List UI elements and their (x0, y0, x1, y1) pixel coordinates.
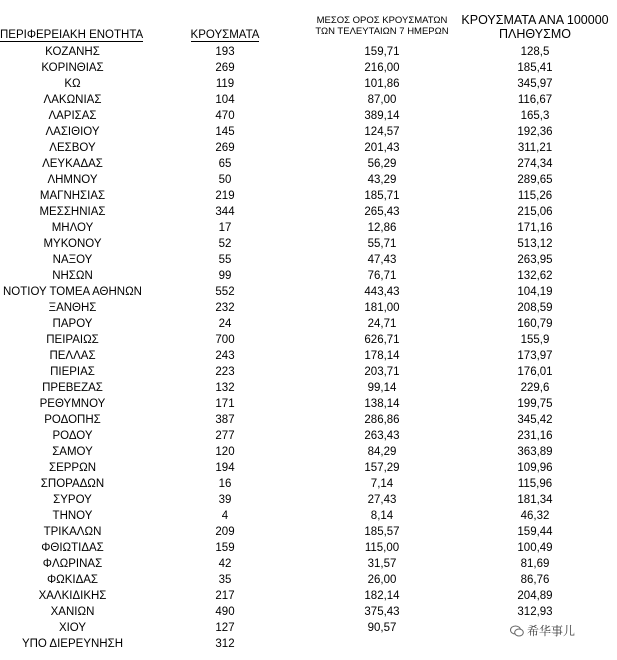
cases-cell: 552 (215, 286, 235, 298)
table-body (0, 44, 617, 652)
cases-per-100k-cell: 215,06 (517, 206, 553, 218)
cases-per-100k-cell: 181,34 (517, 494, 553, 506)
seven-day-average-cell: 55,71 (367, 238, 397, 250)
region-name-cell: ΣΥΡΟΥ (53, 494, 92, 506)
region-name-cell: ΤΡΙΚΑΛΩΝ (43, 526, 102, 538)
table-row (0, 540, 617, 556)
region-name-cell: ΚΟΡΙΝΘΙΑΣ (41, 62, 104, 74)
cases-cell: 269 (215, 62, 235, 74)
seven-day-average-cell: 124,57 (364, 126, 400, 138)
seven-day-average-cell: 27,43 (367, 494, 397, 506)
region-name-cell: ΛΑΡΙΣΑΣ (48, 110, 97, 122)
cases-cell: 50 (218, 174, 232, 186)
cases-cell: 277 (215, 430, 235, 442)
region-name-cell: ΡΟΔΟΠΗΣ (44, 414, 101, 426)
cases-per-100k-cell: 160,79 (517, 318, 553, 330)
header-avg-line1: ΜΕΣΟΣ ΟΡΟΣ ΚΡΟΥΣΜΑΤΩΝ (316, 15, 448, 26)
region-name-cell: ΦΛΩΡΙΝΑΣ (42, 558, 103, 570)
seven-day-average-cell: 43,29 (367, 174, 397, 186)
cases-cell: 700 (215, 334, 235, 346)
table-row (0, 92, 617, 108)
seven-day-average-cell: 178,14 (364, 350, 400, 362)
seven-day-average-cell: 375,43 (364, 606, 400, 618)
header-cases-label: ΚΡΟΥΣΜΑΤΑ (190, 29, 260, 41)
cases-per-100k-cell: 104,19 (517, 286, 553, 298)
region-name-cell: ΧΙΟΥ (58, 622, 87, 634)
cases-per-100k-cell: 81,69 (520, 558, 550, 570)
header-region (0, 29, 180, 42)
seven-day-average-cell: 24,71 (367, 318, 397, 330)
region-name-cell: ΜΕΣΣΗΝΙΑΣ (39, 206, 106, 218)
seven-day-average-cell: 47,43 (367, 254, 397, 266)
region-name-cell: ΦΘΙΩΤΙΔΑΣ (41, 542, 104, 554)
cases-per-100k-cell: 204,89 (517, 590, 553, 602)
region-name-cell: ΠΡΕΒΕΖΑΣ (42, 382, 103, 394)
seven-day-average-cell: 56,29 (367, 158, 397, 170)
cases-cell: 132 (215, 382, 235, 394)
table-row (0, 572, 617, 588)
seven-day-average-cell: 101,86 (364, 78, 400, 90)
table-row (0, 236, 617, 252)
cases-per-100k-cell: 159,44 (517, 526, 553, 538)
region-name-cell: ΛΗΜΝΟΥ (47, 174, 98, 186)
table-row (0, 204, 617, 220)
table-row (0, 140, 617, 156)
cases-per-100k-cell: 176,01 (517, 366, 553, 378)
table-row (0, 188, 617, 204)
cases-cell: 24 (218, 318, 232, 330)
region-name-cell: ΤΗΝΟΥ (52, 510, 93, 522)
cases-cell: 65 (218, 158, 232, 170)
region-name-cell: ΛΕΣΒΟΥ (49, 142, 96, 154)
seven-day-average-cell: 626,71 (364, 334, 400, 346)
region-name-cell: ΥΠΟ ΔΙΕΡΕΥΝΗΣΗ (21, 638, 124, 650)
table-row (0, 476, 617, 492)
cases-per-100k-cell: 263,95 (517, 254, 553, 266)
region-name-cell: ΞΑΝΘΗΣ (48, 302, 97, 314)
cases-cell: 194 (215, 462, 235, 474)
seven-day-average-cell: 201,43 (364, 142, 400, 154)
seven-day-average-cell: 263,43 (364, 430, 400, 442)
table-row (0, 252, 617, 268)
cases-per-100k-cell: 345,42 (517, 414, 553, 426)
cases-cell: 127 (215, 622, 235, 634)
region-name-cell: ΛΕΥΚΑΔΑΣ (42, 158, 103, 170)
region-name-cell: ΛΑΚΩΝΙΑΣ (43, 94, 102, 106)
cases-per-100k-cell: 363,89 (517, 446, 553, 458)
table-row (0, 348, 617, 364)
region-name-cell: ΠΕΙΡΑΙΩΣ (46, 334, 99, 346)
header-avg-line2: ΤΩΝ ΤΕΛΕΥΤΑΙΩΝ 7 ΗΜΕΡΩΝ (315, 25, 449, 37)
cases-cell: 159 (215, 542, 235, 554)
region-name-cell: ΛΑΣΙΘΙΟΥ (45, 126, 100, 138)
seven-day-average-cell: 185,57 (364, 526, 400, 538)
table-row (0, 76, 617, 92)
seven-day-average-cell: 216,00 (364, 62, 400, 74)
seven-day-average-cell: 26,00 (367, 574, 397, 586)
cases-per-100k-cell: 312,93 (517, 606, 553, 618)
cases-per-100k-cell: 311,21 (517, 142, 553, 154)
region-name-cell: ΠΕΛΛΑΣ (49, 350, 96, 362)
table-row (0, 444, 617, 460)
cases-per-100k-cell: 115,96 (517, 478, 553, 490)
table-row (0, 524, 617, 540)
seven-day-average-cell: 182,14 (364, 590, 400, 602)
seven-day-average-cell: 157,29 (364, 462, 400, 474)
cases-cell: 39 (218, 494, 232, 506)
cases-cell: 145 (215, 126, 235, 138)
table-row (0, 364, 617, 380)
header-region-label: ΠΕΡΙΦΕΡΕΙΑΚΗ ΕΝΟΤΗΤΑ (0, 29, 144, 41)
cases-per-100k-cell: 345,97 (517, 78, 553, 90)
region-name-cell: ΚΟΖΑΝΗΣ (45, 46, 100, 58)
table-row (0, 492, 617, 508)
region-name-cell: ΜΑΓΝΗΣΙΑΣ (39, 190, 106, 202)
cases-cell: 52 (218, 238, 232, 250)
cases-cell: 269 (215, 142, 235, 154)
cases-per-100k-cell: 199,75 (517, 398, 553, 410)
cases-per-100k-cell: 46,32 (520, 510, 550, 522)
region-name-cell: ΜΗΛΟΥ (51, 222, 94, 234)
cases-per-100k-cell: 208,59 (517, 302, 553, 314)
region-name-cell: ΣΕΡΡΩΝ (48, 462, 97, 474)
table-row (0, 460, 617, 476)
region-name-cell: ΝΑΞΟΥ (52, 254, 93, 266)
cases-cell: 219 (215, 190, 235, 202)
header-cases (180, 29, 270, 42)
region-name-cell: ΝΟΤΙΟΥ ΤΟΜΕΑ ΑΘΗΝΩΝ (3, 286, 142, 298)
region-name-cell: ΠΙΕΡΙΑΣ (50, 366, 95, 378)
header-seven-day-average (297, 16, 467, 38)
cases-per-100k-cell: 86,76 (520, 574, 550, 586)
cases-cell: 490 (215, 606, 235, 618)
table-row (0, 44, 617, 60)
cases-per-100k-cell: 171,16 (517, 222, 553, 234)
cases-per-100k-cell: 173,97 (517, 350, 553, 362)
region-name-cell: ΚΩ (64, 78, 81, 90)
region-name-cell: ΧΑΛΚΙΔΙΚΗΣ (38, 590, 107, 602)
cases-cell: 4 (221, 510, 229, 522)
table-row (0, 412, 617, 428)
cases-per-100k-cell: 289,65 (517, 174, 553, 186)
table-row (0, 284, 617, 300)
cases-cell: 104 (215, 94, 235, 106)
seven-day-average-cell: 99,14 (367, 382, 397, 394)
cases-cell: 99 (218, 270, 232, 282)
cases-cell: 470 (215, 110, 235, 122)
cases-cell: 193 (215, 46, 235, 58)
seven-day-average-cell: 265,43 (364, 206, 400, 218)
watermark-text: 希华事儿 (527, 624, 576, 638)
seven-day-average-cell: 12,86 (367, 222, 397, 234)
region-name-cell: ΡΟΔΟΥ (52, 430, 93, 442)
table-row (0, 220, 617, 236)
cases-per-100k-cell: 274,34 (517, 158, 553, 170)
seven-day-average-cell: 7,14 (370, 478, 394, 490)
seven-day-average-cell: 138,14 (364, 398, 400, 410)
region-name-cell: ΜΥΚΟΝΟΥ (43, 238, 102, 250)
region-name-cell: ΦΩΚΙΔΑΣ (46, 574, 99, 586)
table-row (0, 396, 617, 412)
table-row (0, 380, 617, 396)
cases-cell: 344 (215, 206, 235, 218)
wechat-icon (510, 625, 524, 637)
cases-per-100k-cell: 231,16 (517, 430, 553, 442)
seven-day-average-cell: 389,14 (364, 110, 400, 122)
table-row (0, 268, 617, 284)
cases-per-100k-cell: 109,96 (517, 462, 553, 474)
table-row (0, 604, 617, 620)
cases-cell: 232 (215, 302, 235, 314)
cases-per-100k-cell: 165,3 (520, 110, 550, 122)
header-per-line1: ΚΡΟΥΣΜΑΤΑ ΑΝΑ 100000 (461, 13, 609, 27)
cases-cell: 120 (215, 446, 235, 458)
table-row (0, 316, 617, 332)
cases-cell: 55 (218, 254, 232, 266)
cases-per-100k-cell: 229,6 (520, 382, 550, 394)
table-row (0, 556, 617, 572)
cases-cell: 119 (215, 78, 235, 90)
seven-day-average-cell: 115,00 (364, 542, 400, 554)
table-row (0, 60, 617, 76)
cases-per-100k-cell: 115,26 (517, 190, 553, 202)
cases-per-100k-cell: 513,12 (517, 238, 553, 250)
table-row (0, 300, 617, 316)
cases-cell: 209 (215, 526, 235, 538)
region-name-cell: ΣΑΜΟΥ (52, 446, 93, 458)
seven-day-average-cell: 443,43 (364, 286, 400, 298)
cases-per-100k-cell: 100,49 (517, 542, 553, 554)
cases-per-100k-cell: 116,67 (517, 94, 553, 106)
region-name-cell: ΧΑΝΙΩΝ (50, 606, 95, 618)
region-name-cell: ΣΠΟΡΑΔΩΝ (40, 478, 105, 490)
region-name-cell: ΝΗΣΩΝ (52, 270, 93, 282)
seven-day-average-cell: 286,86 (364, 414, 400, 426)
seven-day-average-cell: 31,57 (367, 558, 397, 570)
seven-day-average-cell: 76,71 (367, 270, 397, 282)
cases-per-100k-cell: 192,36 (517, 126, 553, 138)
header-per-line2: ΠΛΗΘΥΣΜΟ (499, 27, 571, 42)
table-row (0, 588, 617, 604)
cases-cell: 387 (215, 414, 235, 426)
region-name-cell: ΠΑΡΟΥ (52, 318, 93, 330)
header-cases-per-100k (455, 13, 615, 42)
table-row (0, 172, 617, 188)
seven-day-average-cell: 185,71 (364, 190, 400, 202)
seven-day-average-cell: 84,29 (367, 446, 397, 458)
cases-cell: 16 (218, 478, 232, 490)
table-row (0, 332, 617, 348)
cases-per-100k-cell: 132,62 (517, 270, 553, 282)
seven-day-average-cell: 159,71 (364, 46, 400, 58)
cases-per-100k-cell: 155,9 (520, 334, 550, 346)
cases-cell: 312 (215, 638, 235, 650)
watermark (510, 622, 575, 639)
table-row (0, 156, 617, 172)
seven-day-average-cell: 8,14 (370, 510, 394, 522)
table-row (0, 428, 617, 444)
cases-cell: 171 (215, 398, 235, 410)
table-row (0, 508, 617, 524)
cases-cell: 42 (218, 558, 232, 570)
seven-day-average-cell: 87,00 (367, 94, 397, 106)
seven-day-average-cell: 181,00 (364, 302, 400, 314)
region-name-cell: ΡΕΘΥΜΝΟΥ (39, 398, 106, 410)
table-row (0, 124, 617, 140)
cases-cell: 17 (218, 222, 232, 234)
cases-cell: 223 (215, 366, 235, 378)
seven-day-average-cell: 90,57 (367, 622, 397, 634)
cases-cell: 217 (215, 590, 235, 602)
cases-per-100k-cell: 185,41 (517, 62, 553, 74)
seven-day-average-cell: 203,71 (364, 366, 400, 378)
table-row (0, 108, 617, 124)
cases-cell: 35 (218, 574, 232, 586)
cases-cell: 243 (215, 350, 235, 362)
cases-per-100k-cell: 128,5 (520, 46, 550, 58)
